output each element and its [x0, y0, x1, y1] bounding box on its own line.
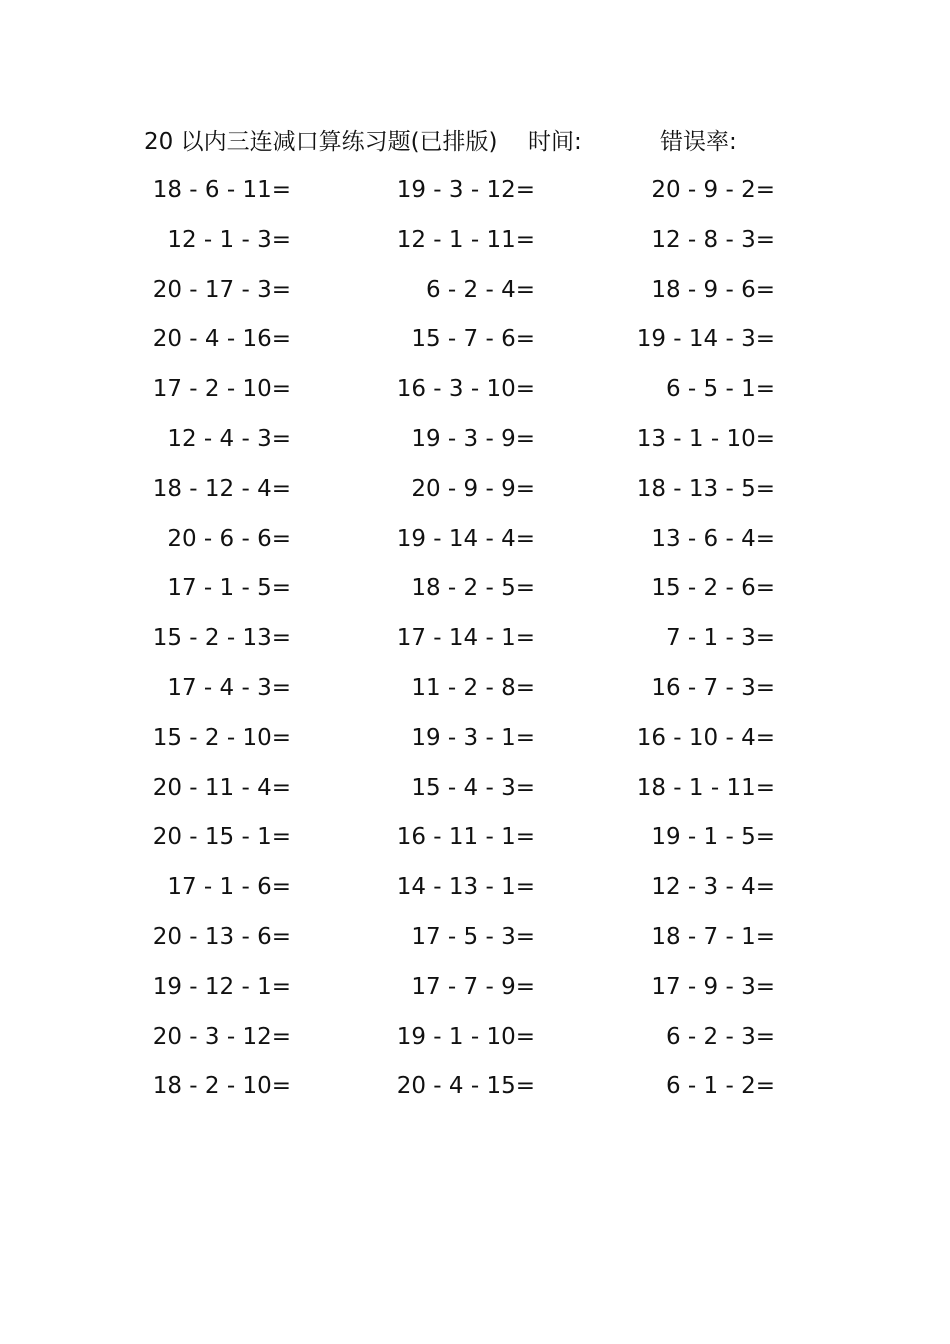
problem-item: 6 - 1 - 2= [665, 1073, 775, 1100]
time-label: 时间: [528, 129, 582, 155]
problem-row [0, 664, 950, 714]
problem-item: 20 - 3 - 12= [152, 1023, 291, 1050]
problem-row [0, 365, 950, 415]
problem-item: 16 - 11 - 1= [396, 824, 535, 851]
problem-item: 16 - 10 - 4= [636, 724, 775, 751]
problem-item: 17 - 14 - 1= [396, 625, 535, 652]
problem-item: 15 - 4 - 3= [411, 774, 535, 801]
problem-item: 18 - 2 - 5= [411, 575, 535, 602]
problem-item: 17 - 1 - 6= [167, 874, 291, 901]
problem-item: 19 - 14 - 4= [396, 525, 535, 552]
problem-item: 18 - 2 - 10= [152, 1073, 291, 1100]
problem-item: 13 - 1 - 10= [636, 425, 775, 452]
problem-item: 18 - 9 - 6= [651, 276, 775, 303]
problem-item: 20 - 6 - 6= [167, 525, 291, 552]
problem-item: 18 - 13 - 5= [636, 475, 775, 502]
problem-row [0, 1062, 950, 1112]
problem-item: 17 - 7 - 9= [411, 973, 535, 1000]
worksheet-header [0, 124, 950, 160]
problem-item: 20 - 4 - 15= [396, 1073, 535, 1100]
problem-item: 15 - 2 - 13= [152, 625, 291, 652]
problem-item: 17 - 2 - 10= [152, 376, 291, 403]
problem-item: 19 - 12 - 1= [152, 973, 291, 1000]
problem-row [0, 315, 950, 365]
problem-row [0, 216, 950, 266]
problem-item: 20 - 15 - 1= [152, 824, 291, 851]
problem-row [0, 714, 950, 764]
problem-row [0, 913, 950, 963]
problem-item: 12 - 4 - 3= [167, 425, 291, 452]
problem-item: 18 - 12 - 4= [152, 475, 291, 502]
problem-item: 17 - 1 - 5= [167, 575, 291, 602]
problem-item: 12 - 1 - 11= [396, 226, 535, 253]
problem-row [0, 963, 950, 1013]
problem-item: 20 - 13 - 6= [152, 923, 291, 950]
problem-row [0, 863, 950, 913]
problem-item: 17 - 9 - 3= [651, 973, 775, 1000]
problem-row [0, 166, 950, 216]
problem-item: 17 - 5 - 3= [411, 923, 535, 950]
problem-row [0, 764, 950, 814]
problem-item: 19 - 14 - 3= [636, 326, 775, 353]
problem-item: 15 - 2 - 10= [152, 724, 291, 751]
problem-item: 19 - 3 - 1= [411, 724, 535, 751]
problem-item: 12 - 8 - 3= [651, 226, 775, 253]
problem-item: 17 - 4 - 3= [167, 674, 291, 701]
problem-row [0, 813, 950, 863]
problem-row [0, 1013, 950, 1063]
problem-grid [0, 166, 950, 1112]
problem-item: 19 - 3 - 9= [411, 425, 535, 452]
problem-row [0, 614, 950, 664]
problem-item: 14 - 13 - 1= [396, 874, 535, 901]
problem-item: 15 - 7 - 6= [411, 326, 535, 353]
problem-item: 20 - 11 - 4= [152, 774, 291, 801]
problem-row [0, 415, 950, 465]
problem-item: 18 - 6 - 11= [152, 177, 291, 203]
problem-item: 15 - 2 - 6= [651, 575, 775, 602]
problem-item: 20 - 9 - 2= [651, 177, 775, 203]
problem-item: 19 - 1 - 10= [396, 1023, 535, 1050]
problem-item: 7 - 1 - 3= [665, 625, 775, 652]
problem-item: 20 - 17 - 3= [152, 276, 291, 303]
problem-item: 6 - 2 - 4= [425, 276, 535, 303]
problem-item: 20 - 9 - 9= [411, 475, 535, 502]
problem-item: 16 - 3 - 10= [396, 376, 535, 403]
problem-item: 6 - 2 - 3= [665, 1023, 775, 1050]
problem-item: 12 - 3 - 4= [651, 874, 775, 901]
problem-item: 19 - 1 - 5= [651, 824, 775, 851]
problem-item: 6 - 5 - 1= [665, 376, 775, 403]
problem-item: 13 - 6 - 4= [651, 525, 775, 552]
problem-item: 16 - 7 - 3= [651, 674, 775, 701]
problem-row [0, 515, 950, 565]
problem-item: 12 - 1 - 3= [167, 226, 291, 253]
problem-item: 11 - 2 - 8= [411, 674, 535, 701]
problem-item: 18 - 7 - 1= [651, 923, 775, 950]
error-rate-label: 错误率: [660, 129, 737, 155]
problem-item: 19 - 3 - 12= [396, 177, 535, 203]
problem-row [0, 465, 950, 515]
problem-row [0, 266, 950, 316]
problem-item: 20 - 4 - 16= [152, 326, 291, 353]
problem-item: 18 - 1 - 11= [636, 774, 775, 801]
worksheet-title: 20 以内三连减口算练习题(已排版) [144, 129, 498, 155]
problem-row [0, 564, 950, 614]
